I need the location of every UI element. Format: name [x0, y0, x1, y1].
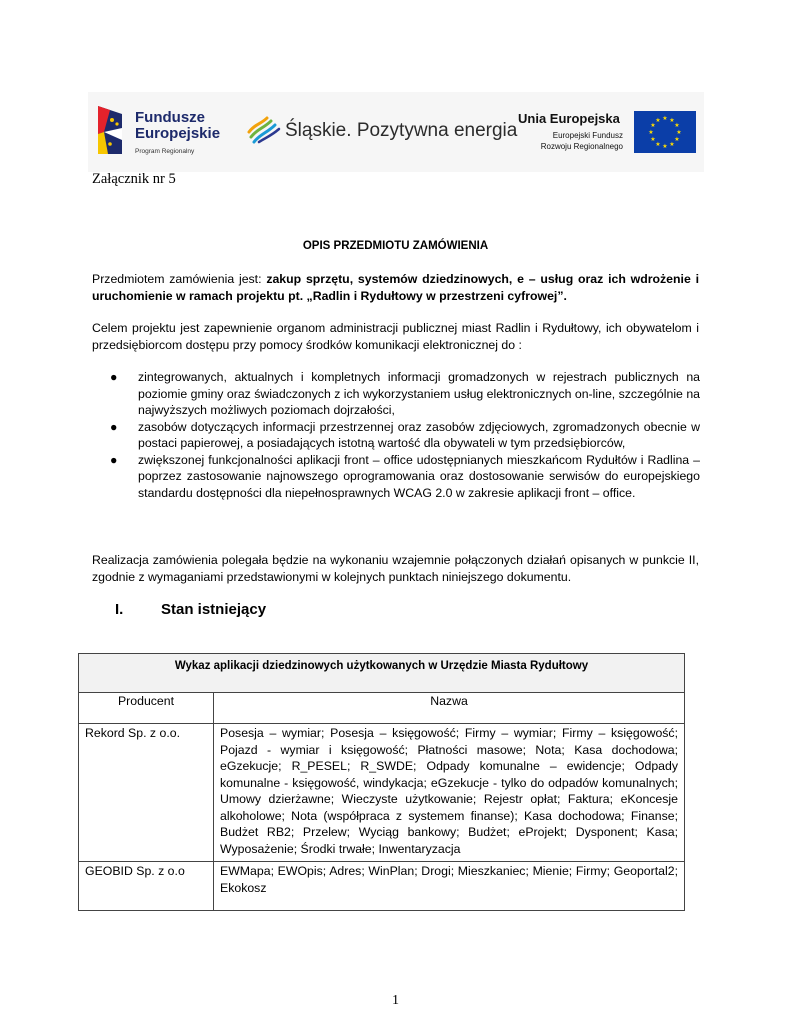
header-name: Nazwa: [214, 692, 685, 724]
fundusze-line2: Europejskie: [135, 125, 221, 142]
applications-table: [78, 653, 685, 911]
svg-text:★: ★: [650, 136, 656, 143]
bullet-icon: ●: [110, 452, 118, 467]
section-number: I.: [115, 601, 124, 618]
intro-bold: zakup sprzętu, systemów dziedzinowych, e – usług oraz ich wdrożenie i uruchomienie w ramach projektu pt. „Radlin i Rydułtowy w przestrzeni cyfrowej”.: [92, 272, 699, 303]
svg-text:★: ★: [655, 117, 661, 124]
document-title: OPIS PRZEDMIOTU ZAMÓWIENIA: [302, 240, 489, 252]
bullet-text: zasobów dotyczących informacji przestrzennej oraz zasobów zdjęciowych, zgromadzonych obecnie w postaci papierowej, a posiadających istotną wartość dla obywateli w tym przedsiębiorców,: [138, 419, 700, 450]
section-title: Stan istniejący: [161, 601, 267, 618]
apps-cell: Posesja – wymiar; Posesja – księgowość; Firmy – wymiar; Firmy – księgowość; Pojazd - wymiar i księgowość; Płatności masowe; Nota; Kasa dochodowa; eGzekucje; R_PESEL; R_SWDE; Odpady komunalne – ewidencje; Odpady komunalne - księgowość, windykacja; eGzekucje - tylko do odpadów komunalnych; Umowy dzierżawne; Wieczyste użytkowanie; Rejestr opłat; Faktura; eKoncesje alkoholowe; Nota (współpraca z systemem finanse); Kasa dochodowa; Finanse; Budżet RB2; Przelew; Wyciąg bankowy; Budżet; eProjekt; Dysponent; Kasa; Wyposażenie; Środki trwałe; Inwentaryzacja: [214, 724, 685, 862]
ue-logo-subtitle: [527, 130, 623, 152]
table-row: [79, 862, 685, 911]
bullet-icon: ●: [110, 419, 118, 434]
ue-logo-title: Unia Europejska: [518, 111, 620, 126]
producer-cell: Rekord Sp. z o.o.: [79, 724, 214, 862]
apps-cell: EWMapa; EWOpis; Adres; WinPlan; Drogi; Mieszkaniec; Mienie; Firmy; Geoportal2; Ekokosz: [214, 862, 685, 911]
slaskie-name: Śląskie.: [285, 120, 352, 141]
svg-text:★: ★: [669, 141, 675, 148]
bullet-text: zwiększonej funkcjonalności aplikacji front – office udostępnianych mieszkańcom Rydułtów i Radlina – poprzez zastosowanie najnowszego oprogramowania oraz dostosowanie serwisów do europejskiego standardu dostępności dla niepełnosprawnych WCAG 2.0 w zakresie aplikacji front – office.: [138, 452, 700, 500]
svg-text:★: ★: [648, 129, 654, 136]
list-item: [110, 419, 700, 452]
fundusze-line1: Fundusze: [135, 109, 205, 126]
intro-lead: Przedmiotem zamówienia jest:: [92, 272, 267, 286]
table-row: [79, 724, 685, 862]
svg-text:★: ★: [662, 115, 668, 122]
realization-paragraph: Realizacja zamówienia polegała będzie na wykonaniu wzajemnie połączonych działań opisanych w punkcie II, zgodnie z wymaganiami przedstawionymi w kolejnych punktach niniejszego dokumentu.: [92, 553, 699, 584]
ue-sub-line1: Europejski Fundusz: [552, 131, 623, 140]
bullet-text: zintegrowanych, aktualnych i kompletnych informacji gromadzonych w rejestrach publicznych na poziomie gminy oraz świadczonych z ich wykorzystaniem usług elektronicznych on-line, szczególnie na najwyższych możliwych poziomach dojrzałości,: [138, 370, 700, 417]
svg-text:★: ★: [655, 141, 661, 148]
attachment-label: Załącznik nr 5: [92, 171, 176, 187]
intro-paragraph: [92, 271, 699, 305]
svg-text:★: ★: [650, 122, 656, 129]
fundusze-europejskie-flag-icon: [96, 104, 124, 156]
table-caption: Wykaz aplikacji dziedzinowych użytkowanych w Urzędzie Miasta Rydułtowy: [79, 654, 685, 693]
fundusze-europejskie-logo-text: [135, 110, 220, 160]
goal-bullet-list: [110, 369, 700, 501]
svg-text:★: ★: [674, 122, 680, 129]
slaskie-wave-icon: [247, 114, 281, 144]
header-producer: Producent: [79, 692, 214, 724]
producer-cell: GEOBID Sp. z o.o: [79, 862, 214, 911]
slaskie-slogan: Pozytywna energia: [356, 120, 518, 141]
eu-flag-icon: [634, 111, 696, 153]
svg-text:★: ★: [674, 136, 680, 143]
ue-sub-line2: Rozwoju Regionalnego: [540, 142, 623, 151]
list-item: [110, 369, 700, 419]
svg-text:★: ★: [669, 117, 675, 124]
slaskie-logo-text: [285, 120, 517, 142]
table-header-row: [79, 692, 685, 724]
page-number: 1: [392, 993, 399, 1008]
svg-text:★: ★: [662, 143, 668, 150]
svg-text:★: ★: [676, 129, 682, 136]
list-item: [110, 452, 700, 502]
goal-paragraph: Celem projektu jest zapewnienie organom administracji publicznej miast Radlin i Rydułtowy, ich obywatelom i przedsiębiorcom dostępu przy pomocy środków komunikacji elektronicznej do :: [92, 321, 699, 352]
bullet-icon: ●: [110, 370, 118, 384]
fundusze-sub: Program Regionalny: [135, 148, 195, 155]
section-heading: [115, 601, 266, 618]
